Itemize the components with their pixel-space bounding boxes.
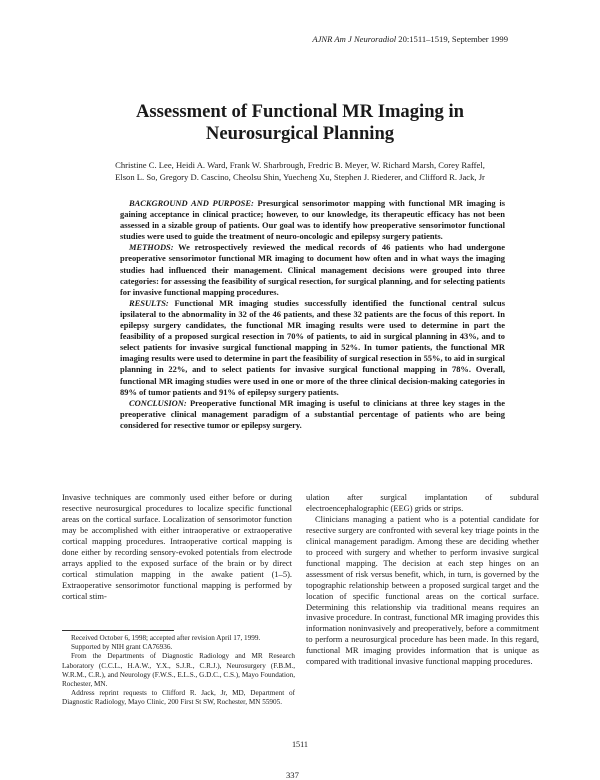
author-list-line-2: Elson L. So, Gregory D. Cascino, Cheolsu Shin, Yuecheng Xu, Stephen J. Riederer, and Clifford R. Jack, Jr xyxy=(115,172,485,183)
abstract-results xyxy=(120,298,505,398)
author-list xyxy=(70,159,530,183)
abstract-methods xyxy=(120,242,505,297)
footnote-affiliation: From the Departments of Diagnostic Radiology and MR Research Laboratory (C.C.L., H.A.W., Y.X., S.J.R., C.R.J.), Neurosurgery (F.B.M., W.R.M., C.R.), and Neurology (F.W.S., E.L.S., G.D.C., C.S.), Mayo Foundation, Rochester, MN. xyxy=(62,652,295,689)
body-column-left xyxy=(62,492,292,602)
abstract-background xyxy=(120,198,505,242)
next-page-number-fragment: 337 xyxy=(286,770,299,780)
body-paragraph: Clinicians managing a patient who is a potential candidate for resective surgery are confronted with several key triage points in the clinical management paradigm. Among these are deciding whether to proceed with surgery and whether to perform invasive surgical functional mapping. The decision at each step hinges on an assessment of risk versus benefit, which, in turn, is governed by the topographic relationship between a proposed surgical target and the location of specific functional areas on the cortical surface. Determining this relationship via traditional means requires an invasive procedure. In contrast, functional MR imaging provides this information noninvasively and preoperatively, before a commitment to perform a neurosurgical procedure has been made. In this regard, functional MR imaging provides information that is unique as compared with traditional invasive functional mapping procedures. xyxy=(306,513,539,667)
footnote-support: Supported by NIH grant CA76936. xyxy=(71,643,173,652)
abstract-background-text: Presurgical sensorimotor mapping with functional MR imaging is gaining acceptance in clinical practice; however, to our knowledge, its therapeutic efficacy has not been assessed in a sizable group of patients. Our goal was to identify how preoperative sensorimotor functional studies were used to guide the treatment of neuro-oncologic and epilepsy surgery patients. xyxy=(120,198,505,242)
abstract-conclusion xyxy=(120,398,505,431)
journal-citation: 20:1511–1519, September 1999 xyxy=(398,34,508,44)
page-number: 1511 xyxy=(291,740,309,749)
body-column-right xyxy=(306,492,539,667)
abstract-methods-text: We retrospectively reviewed the medical records of 46 patients who had undergone preoperative sensorimotor functional MR imaging to document how often and in what ways the imaging studies had influenced their management. Clinical management decisions were grouped into three categories: for assessing the feasibility of surgical resection, for surgical planning, and for selecting patients for invasive functional mapping procedures. xyxy=(120,242,505,297)
abstract-results-text: Functional MR imaging studies successfully identified the functional central sulcus ipsilateral to the abnormality in 32 of the 46 patients, and these 32 patients are the focus of this report. In epilepsy surgery candidates, the functional MR imaging results were used to determine in part the feasibility of a proposed surgical resection in 70% of patients, to aid in surgical planning in 43%, and to select patients for invasive surgical functional mapping in 52%. In tumor patients, the functional MR imaging results were used to determine in part the feasibility of surgical resection in 55%, to aid in surgical planning in 22%, and to select patients for invasive surgical functional mapping in 78%. Overall, functional MR imaging studies were used in one or more of the three clinical decision-making categories in 89% of tumor patients and 91% of epilepsy surgery patients. xyxy=(120,297,505,397)
author-list-line-1: Christine C. Lee, Heidi A. Ward, Frank W. Sharbrough, Fredric B. Meyer, W. Richard Marsh, Corey Raffel, xyxy=(115,160,485,170)
paper-title xyxy=(0,101,600,145)
body-paragraph: Invasive techniques are commonly used either before or during resective neurosurgical procedures to localize specific functional areas on the cortical surface. Localization of sensorimotor function may be accomplished with either intraoperative or extraoperative cortical mapping procedures. Intraoperative cortical mapping is done either by recording sensory-evoked potentials from electrode arrays applied to the exposed surface of the brain or by direct cortical stimulation mapping in the awake patient (1–5). Extraoperative sensorimotor functional mapping is performed by cortical stim- xyxy=(62,492,292,601)
journal-name: AJNR Am J Neuroradiol xyxy=(312,34,397,44)
footnotes xyxy=(62,634,295,708)
paper-title-line-1: Assessment of Functional MR Imaging in xyxy=(136,101,464,122)
abstract xyxy=(120,198,505,431)
abstract-conclusion-label: CONCLUSION: xyxy=(129,397,187,408)
body-paragraph: ulation after surgical implantation of subdural electroencephalographic (EEG) grids or strips. xyxy=(306,492,539,513)
footnote-received: Received October 6, 1998; accepted after revision April 17, 1999. xyxy=(71,634,261,642)
abstract-background-label: BACKGROUND AND PURPOSE: xyxy=(129,198,254,208)
abstract-methods-label: METHODS: xyxy=(129,242,174,253)
journal-header xyxy=(312,34,508,44)
paper-title-line-2: Neurosurgical Planning xyxy=(205,123,395,144)
abstract-results-label: RESULTS: xyxy=(129,297,169,308)
footnote-divider xyxy=(62,630,174,631)
footnote-reprints: Address reprint requests to Clifford R. Jack, Jr, MD, Department of Diagnostic Radiology, Mayo Clinic, 200 First St SW, Rochester, MN 55905. xyxy=(62,689,295,707)
abstract-conclusion-text: Preoperative functional MR imaging is useful to clinicians at three key stages in the preoperative clinical management paradigm of a substantial percentage of patients who are being considered for resective tumor or epilepsy surgery. xyxy=(120,397,505,430)
